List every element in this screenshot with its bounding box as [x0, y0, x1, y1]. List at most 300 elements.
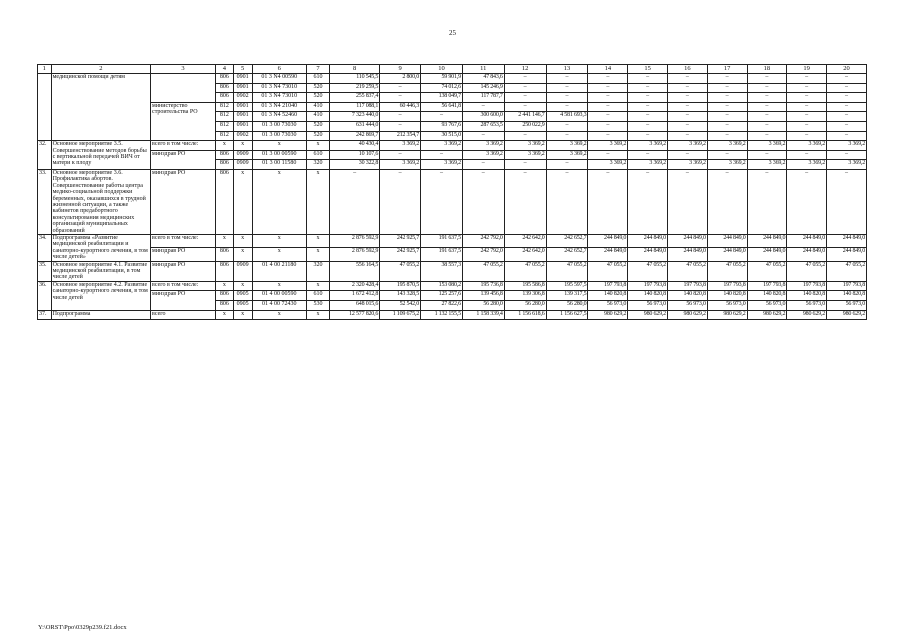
amount-cell: 125 257,6 [421, 291, 463, 301]
amount-cell: – [628, 121, 668, 131]
amount-cell: 3 369,2 [707, 141, 747, 151]
amount-cell: – [827, 93, 867, 103]
amount-cell: 197 793,8 [747, 281, 787, 291]
amount-cell: 7 323 440,0 [329, 112, 379, 122]
amount-cell: 74 012,6 [421, 83, 463, 93]
amount-cell: 2 441 146,7 [504, 112, 546, 122]
amount-cell: – [787, 131, 827, 141]
budget-code-cell: 806 [215, 150, 233, 160]
budget-code-cell: x [233, 310, 252, 320]
budget-code-cell: 812 [215, 102, 233, 112]
executor-cell: всего в том числе: [151, 141, 216, 151]
amount-cell: – [667, 150, 707, 160]
amount-cell: 110 545,5 [329, 74, 379, 84]
amount-cell: – [380, 121, 421, 131]
executor-cell: всего [151, 310, 216, 320]
amount-cell: 56 973,0 [667, 301, 707, 311]
amount-cell: 197 793,8 [827, 281, 867, 291]
amount-cell: 56 973,0 [787, 301, 827, 311]
amount-cell: 556 164,5 [329, 261, 379, 281]
column-number-1: 1 [38, 65, 52, 74]
amount-cell: – [747, 102, 787, 112]
amount-cell: 56 973,0 [628, 301, 668, 311]
amount-cell: – [707, 93, 747, 103]
budget-code-cell: 812 [215, 131, 233, 141]
amount-cell: 30 322,8 [329, 160, 379, 170]
amount-cell: 47 843,6 [462, 74, 504, 84]
amount-cell: 1 156 627,5 [546, 310, 588, 320]
amount-cell: – [504, 131, 546, 141]
amount-cell: – [747, 150, 787, 160]
amount-cell: 47 055,2 [628, 261, 668, 281]
amount-cell: 242 652,7 [546, 248, 588, 261]
column-number-16: 16 [667, 65, 707, 74]
budget-code-cell: 610 [306, 74, 329, 84]
amount-cell: – [827, 169, 867, 234]
column-number-5: 5 [233, 65, 252, 74]
amount-cell: – [380, 93, 421, 103]
amount-cell: 3 369,2 [667, 141, 707, 151]
amount-cell: 3 369,2 [421, 141, 463, 151]
table-row [38, 150, 867, 160]
column-number-15: 15 [628, 65, 668, 74]
amount-cell: – [628, 83, 668, 93]
table-row [38, 169, 867, 234]
amount-cell: – [588, 83, 628, 93]
executor-cell: всего в том числе: [151, 281, 216, 291]
amount-cell: 3 369,2 [747, 160, 787, 170]
amount-cell: 47 055,2 [747, 261, 787, 281]
row-number-cell: 35. [38, 261, 52, 281]
amount-cell: – [747, 169, 787, 234]
amount-cell: – [667, 121, 707, 131]
amount-cell: – [747, 74, 787, 84]
amount-cell: – [380, 150, 421, 160]
table-row [38, 141, 867, 151]
amount-cell: 255 837,4 [329, 93, 379, 103]
amount-cell: 3 369,2 [827, 160, 867, 170]
amount-cell: – [707, 112, 747, 122]
column-number-9: 9 [380, 65, 421, 74]
amount-cell: 2 320 428,4 [329, 281, 379, 291]
amount-cell: – [588, 93, 628, 103]
amount-cell: – [827, 131, 867, 141]
amount-cell: 153 080,2 [421, 281, 463, 291]
amount-cell: 3 369,2 [588, 141, 628, 151]
amount-cell: 244 849,0 [747, 248, 787, 261]
amount-cell: 3 369,2 [827, 141, 867, 151]
amount-cell: – [787, 102, 827, 112]
amount-cell: 244 849,0 [628, 248, 668, 261]
budget-code-cell: 0909 [233, 150, 252, 160]
amount-cell: 140 820,8 [747, 291, 787, 301]
amount-cell: 980 629,2 [588, 310, 628, 320]
amount-cell: – [667, 169, 707, 234]
amount-cell: – [588, 150, 628, 160]
amount-cell: 242 925,7 [380, 235, 421, 248]
amount-cell: – [546, 102, 588, 112]
budget-code-cell: 0909 [233, 261, 252, 281]
column-number-2: 2 [51, 65, 150, 74]
amount-cell: 631 444,0 [329, 121, 379, 131]
amount-cell: 27 822,6 [421, 301, 463, 311]
column-number-11: 11 [462, 65, 504, 74]
amount-cell: 197 793,8 [628, 281, 668, 291]
budget-code-cell: x [306, 310, 329, 320]
amount-cell: 244 849,0 [628, 235, 668, 248]
amount-cell: – [787, 93, 827, 103]
column-number-7: 7 [306, 65, 329, 74]
budget-code-cell: 520 [306, 121, 329, 131]
amount-cell: 1 672 412,8 [329, 291, 379, 301]
column-number-17: 17 [707, 65, 747, 74]
row-number-cell [38, 74, 52, 141]
amount-cell: – [462, 102, 504, 112]
budget-code-cell: 01 3 N4 00590 [252, 74, 306, 84]
row-number-cell: 34. [38, 235, 52, 262]
amount-cell: 1 109 675,2 [380, 310, 421, 320]
amount-cell: 3 369,2 [380, 141, 421, 151]
budget-code-cell: 01 3 00 73030 [252, 131, 306, 141]
amount-cell: 242 652,7 [546, 235, 588, 248]
row-number-cell: 37. [38, 310, 52, 320]
amount-cell: – [546, 83, 588, 93]
amount-cell: 3 369,2 [707, 160, 747, 170]
amount-cell: 47 055,2 [546, 261, 588, 281]
amount-cell: 195 586,8 [504, 281, 546, 291]
amount-cell: 47 055,2 [380, 261, 421, 281]
budget-code-cell: 806 [215, 160, 233, 170]
amount-cell: 244 849,0 [707, 235, 747, 248]
budget-code-cell: 0901 [233, 74, 252, 84]
amount-cell: 3 369,2 [462, 141, 504, 151]
amount-cell: 145 246,9 [462, 83, 504, 93]
executor-cell: министерство строительства РО [151, 102, 216, 140]
column-number-20: 20 [827, 65, 867, 74]
budget-code-cell: x [215, 281, 233, 291]
amount-cell: 117 787,7 [462, 93, 504, 103]
executor-cell: минздрав РО [151, 169, 216, 234]
amount-cell: 143 328,5 [380, 291, 421, 301]
budget-code-cell: x [215, 141, 233, 151]
amount-cell: 56 973,0 [707, 301, 747, 311]
budget-code-cell: x [233, 141, 252, 151]
executor-cell [151, 74, 216, 103]
amount-cell: 3 369,2 [628, 141, 668, 151]
table-row [38, 102, 867, 112]
column-number-19: 19 [787, 65, 827, 74]
amount-cell: 140 820,8 [667, 291, 707, 301]
amount-cell: 980 629,2 [787, 310, 827, 320]
budget-code-cell: 812 [215, 112, 233, 122]
budget-code-cell: 410 [306, 112, 329, 122]
amount-cell: 242 642,0 [504, 235, 546, 248]
amount-cell: – [504, 74, 546, 84]
budget-code-cell: x [306, 235, 329, 248]
amount-cell: 244 849,0 [707, 248, 747, 261]
amount-cell: – [747, 112, 787, 122]
amount-cell: – [504, 83, 546, 93]
amount-cell: – [747, 121, 787, 131]
amount-cell: 250 022,9 [504, 121, 546, 131]
amount-cell: 1 132 155,5 [421, 310, 463, 320]
budget-code-cell: 410 [306, 102, 329, 112]
budget-code-cell: 320 [306, 261, 329, 281]
amount-cell: – [707, 121, 747, 131]
file-path-footer: Y:\ORST\Ppo\0329p239.f21.docx [38, 624, 127, 631]
budget-code-cell: 806 [215, 169, 233, 234]
amount-cell: – [504, 93, 546, 103]
budget-code-cell: 01 4 00 00590 [252, 291, 306, 301]
measure-name-cell: Основное мероприятие 3.6. Профилактика абортов. Совершенствование работы центра медико-социальной поддержки беременных, оказавшихся в трудной жизненной ситуации, а также кабинетов предабортного консультирования медицинских организаций муниципальных образований [51, 169, 150, 234]
amount-cell: – [628, 131, 668, 141]
amount-cell: 138 049,7 [421, 93, 463, 103]
budget-code-cell: x [233, 235, 252, 248]
amount-cell: 56 641,8 [421, 102, 463, 112]
budget-code-cell: 01 3 00 73030 [252, 121, 306, 131]
budget-code-cell: 530 [306, 301, 329, 311]
budget-code-cell: x [233, 281, 252, 291]
amount-cell: 47 055,2 [787, 261, 827, 281]
budget-code-cell: 01 3 N4 73010 [252, 93, 306, 103]
amount-cell: – [546, 160, 588, 170]
amount-cell: – [667, 83, 707, 93]
amount-cell: – [787, 169, 827, 234]
executor-cell: минздрав РО [151, 150, 216, 169]
amount-cell: 197 793,8 [787, 281, 827, 291]
budget-code-cell: x [233, 169, 252, 234]
amount-cell: 40 430,4 [329, 141, 379, 151]
row-number-cell: 32. [38, 141, 52, 170]
amount-cell: – [504, 102, 546, 112]
amount-cell: 140 820,8 [707, 291, 747, 301]
budget-code-cell: 806 [215, 74, 233, 84]
amount-cell: 244 849,0 [787, 235, 827, 248]
amount-cell: 56 280,0 [462, 301, 504, 311]
budget-code-cell: x [233, 248, 252, 261]
amount-cell: – [380, 83, 421, 93]
amount-cell: – [628, 169, 668, 234]
row-number-cell: 33. [38, 169, 52, 234]
budget-code-cell: 01 3 00 11580 [252, 160, 306, 170]
amount-cell: – [588, 121, 628, 131]
budget-code-cell: 0909 [233, 160, 252, 170]
budget-code-cell: x [252, 248, 306, 261]
amount-cell: 3 369,2 [588, 160, 628, 170]
column-number-4: 4 [215, 65, 233, 74]
budget-code-cell: 520 [306, 83, 329, 93]
budget-code-cell: 0901 [233, 83, 252, 93]
amount-cell: – [462, 169, 504, 234]
amount-cell: 140 820,8 [827, 291, 867, 301]
amount-cell: 197 793,8 [588, 281, 628, 291]
amount-cell: 1 158 339,4 [462, 310, 504, 320]
amount-cell: 47 055,2 [707, 261, 747, 281]
amount-cell: – [546, 121, 588, 131]
budget-code-cell: 520 [306, 131, 329, 141]
table-row [38, 235, 867, 248]
amount-cell: 56 973,0 [747, 301, 787, 311]
amount-cell: – [546, 74, 588, 84]
measure-name-cell: Подпрограмма «Развитие медицинской реабилитации и санаторно-курортного лечения, в том числе детей» [51, 235, 150, 262]
amount-cell: – [421, 150, 463, 160]
amount-cell: 242 925,7 [380, 248, 421, 261]
amount-cell: 30 515,0 [421, 131, 463, 141]
amount-cell: 980 629,2 [707, 310, 747, 320]
amount-cell: – [827, 83, 867, 93]
column-number-12: 12 [504, 65, 546, 74]
amount-cell: – [667, 74, 707, 84]
amount-cell: – [504, 169, 546, 234]
amount-cell: – [787, 112, 827, 122]
measure-name-cell: Подпрограмма [51, 310, 150, 320]
executor-cell: минздрав РО [151, 248, 216, 261]
amount-cell: 2 876 592,9 [329, 248, 379, 261]
table-row [38, 310, 867, 320]
amount-cell: – [588, 74, 628, 84]
amount-cell: 287 653,5 [462, 121, 504, 131]
amount-cell: 56 280,0 [546, 301, 588, 311]
budget-code-cell: x [252, 310, 306, 320]
amount-cell: 47 055,2 [504, 261, 546, 281]
amount-cell: 3 369,2 [628, 160, 668, 170]
column-number-6: 6 [252, 65, 306, 74]
amount-cell: 219 259,5 [329, 83, 379, 93]
amount-cell: 2 876 592,9 [329, 235, 379, 248]
amount-cell: – [421, 169, 463, 234]
column-number-3: 3 [151, 65, 216, 74]
amount-cell: 47 055,2 [462, 261, 504, 281]
amount-cell: – [667, 102, 707, 112]
amount-cell: 242 792,0 [462, 235, 504, 248]
amount-cell: – [628, 74, 668, 84]
measure-name-cell: Основное мероприятие 4.1. Развитие медицинской реабилитации, в том числе детей [51, 261, 150, 281]
amount-cell: – [827, 112, 867, 122]
budget-code-cell: 01 4 00 72430 [252, 301, 306, 311]
budget-code-cell: 806 [215, 261, 233, 281]
amount-cell: – [707, 131, 747, 141]
amount-cell: 139 317,5 [546, 291, 588, 301]
amount-cell: 56 280,0 [504, 301, 546, 311]
amount-cell: 3 369,2 [747, 141, 787, 151]
amount-cell: 195 597,5 [546, 281, 588, 291]
amount-cell: – [787, 83, 827, 93]
header-row [38, 65, 867, 74]
amount-cell: 244 849,0 [747, 235, 787, 248]
amount-cell: – [747, 93, 787, 103]
amount-cell: – [787, 74, 827, 84]
table-row [38, 291, 867, 301]
amount-cell: 3 369,2 [546, 141, 588, 151]
table-row [38, 281, 867, 291]
amount-cell: 3 369,2 [546, 150, 588, 160]
amount-cell: – [747, 131, 787, 141]
budget-code-cell: 01 3 N4 52460 [252, 112, 306, 122]
budget-code-cell: 01 3 N4 21040 [252, 102, 306, 112]
amount-cell: 52 542,0 [380, 301, 421, 311]
budget-code-cell: 520 [306, 93, 329, 103]
amount-cell: – [628, 112, 668, 122]
column-number-13: 13 [546, 65, 588, 74]
measure-name-cell: медицинской помощи детям [51, 74, 150, 141]
amount-cell: 47 055,2 [667, 261, 707, 281]
amount-cell: 139 306,8 [504, 291, 546, 301]
amount-cell: 3 369,2 [380, 160, 421, 170]
budget-code-cell: 812 [215, 121, 233, 131]
amount-cell: 197 793,8 [707, 281, 747, 291]
amount-cell: – [707, 83, 747, 93]
budget-code-cell: 01 4 00 21180 [252, 261, 306, 281]
budget-code-cell: 0901 [233, 112, 252, 122]
amount-cell: 60 446,3 [380, 102, 421, 112]
amount-cell: – [504, 160, 546, 170]
amount-cell: 244 849,0 [787, 248, 827, 261]
amount-cell: 242 642,0 [504, 248, 546, 261]
amount-cell: 244 849,0 [667, 235, 707, 248]
measure-name-cell: Основное мероприятие 3.5. Совершенствование методов борьбы с вертикальной передачей ВИЧ от матери к плоду [51, 141, 150, 170]
amount-cell: 244 849,0 [588, 248, 628, 261]
amount-cell: 117 088,1 [329, 102, 379, 112]
amount-cell: 47 055,2 [827, 261, 867, 281]
amount-cell: – [546, 169, 588, 234]
amount-cell: 3 369,2 [421, 160, 463, 170]
budget-code-cell: x [215, 310, 233, 320]
amount-cell: – [667, 93, 707, 103]
amount-cell: 242 869,7 [329, 131, 379, 141]
executor-cell: минздрав РО [151, 261, 216, 281]
budget-code-cell: x [215, 235, 233, 248]
amount-cell: – [546, 93, 588, 103]
budget-code-cell: 0902 [233, 131, 252, 141]
budget-code-cell: 0901 [233, 121, 252, 131]
amount-cell: – [747, 83, 787, 93]
amount-cell: – [827, 74, 867, 84]
budget-code-cell: 806 [215, 291, 233, 301]
column-number-14: 14 [588, 65, 628, 74]
amount-cell: 10 107,6 [329, 150, 379, 160]
amount-cell: – [707, 102, 747, 112]
amount-cell: 140 820,8 [628, 291, 668, 301]
amount-cell: – [380, 112, 421, 122]
row-number-cell: 36. [38, 281, 52, 310]
amount-cell: – [588, 102, 628, 112]
budget-code-cell: 610 [306, 150, 329, 160]
executor-cell: минздрав РО [151, 291, 216, 310]
amount-cell: 3 369,2 [462, 150, 504, 160]
amount-cell: 3 369,2 [787, 141, 827, 151]
budget-code-cell: 01 3 N4 73010 [252, 83, 306, 93]
amount-cell: 1 156 618,6 [504, 310, 546, 320]
table-row [38, 74, 867, 84]
amount-cell: 980 629,2 [667, 310, 707, 320]
amount-cell: 59 901,9 [421, 74, 463, 84]
amount-cell: 980 629,2 [747, 310, 787, 320]
amount-cell: – [787, 121, 827, 131]
amount-cell: 242 792,0 [462, 248, 504, 261]
page-number: 25 [449, 29, 456, 37]
amount-cell: 212 354,7 [380, 131, 421, 141]
amount-cell: 244 849,0 [827, 248, 867, 261]
budget-code-cell: x [306, 248, 329, 261]
amount-cell: – [421, 112, 463, 122]
amount-cell: 648 015,6 [329, 301, 379, 311]
column-number-8: 8 [329, 65, 379, 74]
budget-code-cell: 806 [215, 93, 233, 103]
amount-cell: 195 736,8 [462, 281, 504, 291]
budget-code-cell: x [306, 281, 329, 291]
budget-code-cell: x [306, 141, 329, 151]
budget-table [37, 64, 867, 320]
